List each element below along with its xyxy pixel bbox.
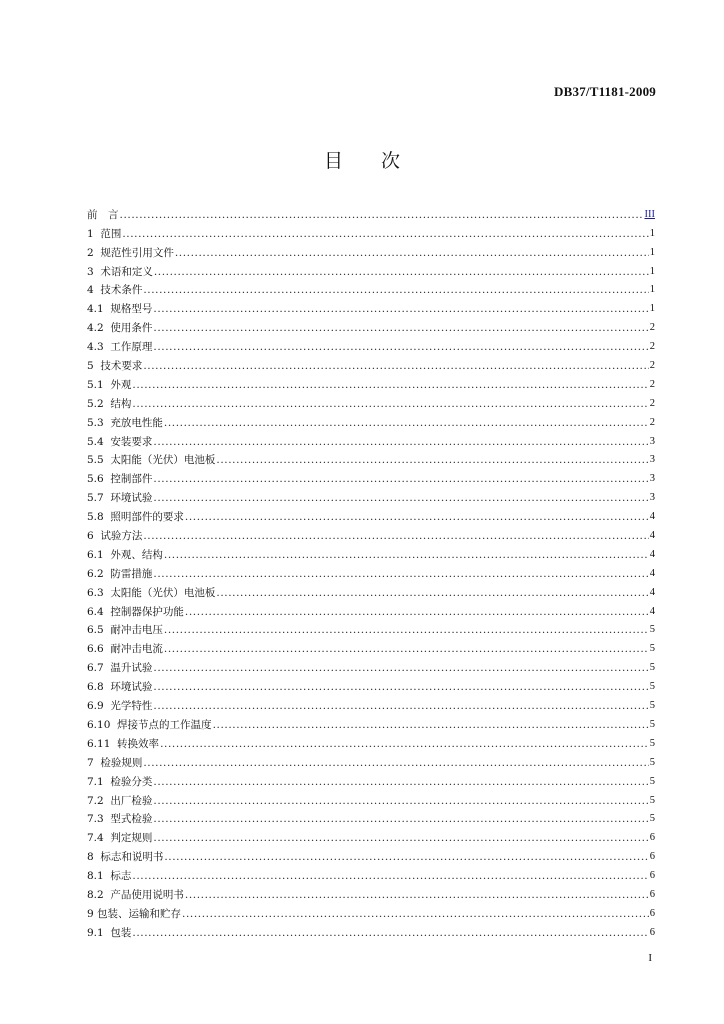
toc-leader-dots bbox=[153, 321, 648, 335]
toc-entry[interactable] bbox=[87, 467, 655, 486]
toc-entry-page: 5 bbox=[649, 700, 655, 712]
toc-leader-dots bbox=[132, 926, 648, 940]
toc-leader-dots bbox=[153, 699, 648, 713]
toc-leader-dots bbox=[153, 680, 648, 694]
toc-leader-dots bbox=[120, 208, 644, 222]
toc-entry[interactable] bbox=[87, 279, 655, 298]
toc-leader-dots bbox=[153, 567, 648, 581]
toc-title bbox=[0, 146, 724, 173]
toc-leader-dots bbox=[216, 586, 648, 600]
toc-entry-page: 4 bbox=[649, 605, 655, 617]
toc-entry-page: 6 bbox=[649, 870, 655, 882]
toc-entry-page: 4 bbox=[649, 511, 655, 523]
toc-entry-page: 4 bbox=[649, 586, 655, 598]
toc-entry[interactable] bbox=[87, 203, 655, 222]
toc-entry[interactable] bbox=[87, 222, 655, 241]
toc-entry[interactable] bbox=[87, 524, 655, 543]
toc-entry-label: 2 规范性引用文件 bbox=[87, 246, 174, 259]
toc-entry-page: 1 bbox=[649, 227, 655, 239]
toc-entry-page: 2 bbox=[649, 378, 655, 390]
toc-entry-label: 7.3 型式检验 bbox=[87, 813, 153, 826]
toc-leader-dots bbox=[153, 302, 648, 316]
toc-entry-page: 5 bbox=[649, 662, 655, 674]
toc-leader-dots bbox=[153, 491, 648, 505]
toc-entry-label: 6.3 太阳能（光伏）电池板 bbox=[87, 586, 216, 599]
toc-leader-dots bbox=[153, 775, 648, 789]
toc-leader-dots bbox=[153, 472, 648, 486]
toc-entry-page: 6 bbox=[649, 926, 655, 938]
toc-entry-page: 2 bbox=[649, 397, 655, 409]
toc-entry-page: 3 bbox=[649, 492, 655, 504]
toc-entry-page: 6 bbox=[649, 851, 655, 863]
toc-entry-label: 9.1 包装 bbox=[87, 926, 132, 939]
toc-leader-dots bbox=[175, 246, 649, 260]
toc-leader-dots bbox=[154, 265, 649, 279]
toc-entry-page: 6 bbox=[649, 888, 655, 900]
toc-entry[interactable] bbox=[87, 770, 655, 789]
toc-leader-dots bbox=[216, 453, 648, 467]
toc-entry[interactable] bbox=[87, 316, 655, 335]
toc-entry[interactable] bbox=[87, 505, 655, 524]
toc-entry-label: 5.8 照明部件的要求 bbox=[87, 511, 184, 524]
toc-entry-label: 4.2 使用条件 bbox=[87, 322, 153, 335]
page-number: I bbox=[648, 952, 652, 964]
toc-entry-label: 8.1 标志 bbox=[87, 870, 132, 883]
toc-leader-dots bbox=[143, 359, 648, 373]
toc-entry-page: 5 bbox=[649, 681, 655, 693]
toc-entry-page: 5 bbox=[649, 794, 655, 806]
toc-entry-label: 3 术语和定义 bbox=[87, 265, 153, 278]
toc-leader-dots bbox=[185, 605, 649, 619]
toc-entry-label: 7.2 出厂检验 bbox=[87, 794, 153, 807]
toc-entry-label: 7.4 判定规则 bbox=[87, 832, 153, 845]
toc-entry-label: 6.10 焊接节点的工作温度 bbox=[87, 718, 212, 731]
toc-entry-label: 6.4 控制器保护功能 bbox=[87, 605, 184, 618]
toc-entry-label: 6.7 温升试验 bbox=[87, 662, 153, 675]
toc-leader-dots bbox=[164, 850, 648, 864]
toc-entry-label: 前 言 bbox=[87, 208, 119, 221]
toc-entry-page: 6 bbox=[649, 907, 655, 919]
toc-entry-label: 6.2 防雷措施 bbox=[87, 567, 153, 580]
toc-entry-label: 4.1 规格型号 bbox=[87, 303, 153, 316]
toc-entry[interactable] bbox=[87, 449, 655, 468]
toc-entry-page: 3 bbox=[649, 473, 655, 485]
toc-entry[interactable] bbox=[87, 675, 655, 694]
toc-entry[interactable] bbox=[87, 619, 655, 638]
toc-entry-label: 6.11 转换效率 bbox=[87, 737, 160, 750]
toc-entry-page: 5 bbox=[649, 775, 655, 787]
toc-entry[interactable] bbox=[87, 656, 655, 675]
toc-entry-page: 4 bbox=[649, 548, 655, 560]
toc-leader-dots bbox=[143, 756, 648, 770]
toc-entry[interactable] bbox=[87, 732, 655, 751]
toc-entry-page: 5 bbox=[649, 643, 655, 655]
toc-leader-dots bbox=[132, 397, 648, 411]
toc-entry-label: 6.1 外观、结构 bbox=[87, 548, 163, 561]
toc-entry[interactable] bbox=[87, 864, 655, 883]
toc-entry-page: 6 bbox=[649, 832, 655, 844]
toc-entry[interactable] bbox=[87, 921, 655, 940]
toc-entry[interactable] bbox=[87, 713, 655, 732]
toc-entry[interactable] bbox=[87, 543, 655, 562]
toc-entry-page: 1 bbox=[649, 265, 655, 277]
toc-entry[interactable] bbox=[87, 826, 655, 845]
toc-entry-label: 5.1 外观 bbox=[87, 378, 132, 391]
toc-entry-page: 1 bbox=[649, 284, 655, 296]
toc-entry[interactable] bbox=[87, 600, 655, 619]
toc-leader-dots bbox=[213, 718, 649, 732]
table-of-contents bbox=[87, 203, 655, 940]
toc-entry-page: 1 bbox=[649, 246, 655, 258]
toc-entry-label: 8.2 产品使用说明书 bbox=[87, 888, 184, 901]
document-code: DB37/T1181-2009 bbox=[554, 84, 656, 99]
toc-entry[interactable] bbox=[87, 751, 655, 770]
toc-leader-dots bbox=[143, 529, 648, 543]
toc-leader-dots bbox=[185, 510, 649, 524]
toc-entry[interactable] bbox=[87, 335, 655, 354]
toc-entry[interactable] bbox=[87, 637, 655, 656]
toc-entry-label: 5.7 环境试验 bbox=[87, 492, 153, 505]
toc-entry-label: 8 标志和说明书 bbox=[87, 851, 164, 864]
toc-entry-label: 6.9 光学特性 bbox=[87, 700, 153, 713]
toc-title-part2: 次 bbox=[381, 150, 401, 172]
toc-entry-page: 2 bbox=[649, 360, 655, 372]
toc-title-part1: 目 bbox=[323, 150, 343, 172]
toc-entry[interactable] bbox=[87, 486, 655, 505]
toc-entry-label: 1 范围 bbox=[87, 227, 122, 240]
toc-entry-page: 5 bbox=[649, 756, 655, 768]
toc-leader-dots bbox=[164, 623, 649, 637]
toc-entry-label: 6.6 耐冲击电流 bbox=[87, 643, 163, 656]
toc-entry-label: 5.4 安装要求 bbox=[87, 435, 153, 448]
toc-entry-page: 5 bbox=[649, 718, 655, 730]
toc-leader-dots bbox=[132, 869, 648, 883]
toc-leader-dots bbox=[182, 907, 649, 921]
toc-leader-dots bbox=[164, 548, 649, 562]
toc-entry-label: 5.2 结构 bbox=[87, 397, 132, 410]
toc-leader-dots bbox=[143, 283, 648, 297]
toc-entry[interactable] bbox=[87, 581, 655, 600]
toc-entry-page: 4 bbox=[649, 530, 655, 542]
toc-leader-dots bbox=[164, 416, 649, 430]
toc-entry-label: 7.1 检验分类 bbox=[87, 775, 153, 788]
toc-entry[interactable] bbox=[87, 808, 655, 827]
toc-entry-label: 5.6 控制部件 bbox=[87, 473, 153, 486]
toc-entry[interactable] bbox=[87, 241, 655, 260]
toc-entry[interactable] bbox=[87, 430, 655, 449]
toc-leader-dots bbox=[153, 794, 648, 808]
toc-entry-page: 2 bbox=[649, 341, 655, 353]
toc-entry-label: 5.5 太阳能（光伏）电池板 bbox=[87, 454, 216, 467]
toc-entry-label: 5 技术要求 bbox=[87, 360, 143, 373]
toc-leader-dots bbox=[132, 378, 648, 392]
toc-entry-page: 1 bbox=[649, 303, 655, 315]
toc-leader-dots bbox=[153, 812, 648, 826]
toc-leader-dots bbox=[185, 888, 649, 902]
toc-entry-page: 3 bbox=[649, 435, 655, 447]
toc-leader-dots bbox=[153, 661, 648, 675]
toc-entry-label: 7 检验规则 bbox=[87, 756, 143, 769]
toc-entry[interactable] bbox=[87, 373, 655, 392]
toc-leader-dots bbox=[164, 642, 649, 656]
toc-entry[interactable] bbox=[87, 562, 655, 581]
toc-entry[interactable] bbox=[87, 902, 655, 921]
toc-entry-label: 4 技术条件 bbox=[87, 284, 143, 297]
toc-entry-label: 6 试验方法 bbox=[87, 530, 143, 543]
toc-entry[interactable] bbox=[87, 297, 655, 316]
toc-leader-dots bbox=[153, 831, 648, 845]
toc-entry[interactable] bbox=[87, 411, 655, 430]
toc-entry[interactable] bbox=[87, 883, 655, 902]
toc-entry[interactable] bbox=[87, 694, 655, 713]
toc-entry-page: 5 bbox=[649, 813, 655, 825]
toc-entry-page: 5 bbox=[649, 737, 655, 749]
toc-leader-dots bbox=[160, 737, 649, 751]
toc-leader-dots bbox=[153, 340, 648, 354]
toc-entry-label: 6.5 耐冲击电压 bbox=[87, 624, 163, 637]
toc-entry-page: 5 bbox=[649, 624, 655, 636]
toc-entry-page: 2 bbox=[649, 416, 655, 428]
toc-entry[interactable] bbox=[87, 845, 655, 864]
toc-entry[interactable] bbox=[87, 789, 655, 808]
toc-leader-dots bbox=[122, 227, 648, 241]
toc-entry-page[interactable]: III bbox=[644, 208, 655, 220]
toc-leader-dots bbox=[153, 435, 648, 449]
toc-entry-page: 4 bbox=[649, 567, 655, 579]
toc-entry-label: 4.3 工作原理 bbox=[87, 341, 153, 354]
toc-entry[interactable] bbox=[87, 260, 655, 279]
toc-entry-label: 5.3 充放电性能 bbox=[87, 416, 163, 429]
toc-entry-label: 9 包装、运输和贮存 bbox=[87, 907, 182, 920]
toc-entry-page: 2 bbox=[649, 322, 655, 334]
toc-entry[interactable] bbox=[87, 392, 655, 411]
toc-entry[interactable] bbox=[87, 354, 655, 373]
toc-entry-page: 3 bbox=[649, 454, 655, 466]
toc-entry-label: 6.8 环境试验 bbox=[87, 681, 153, 694]
